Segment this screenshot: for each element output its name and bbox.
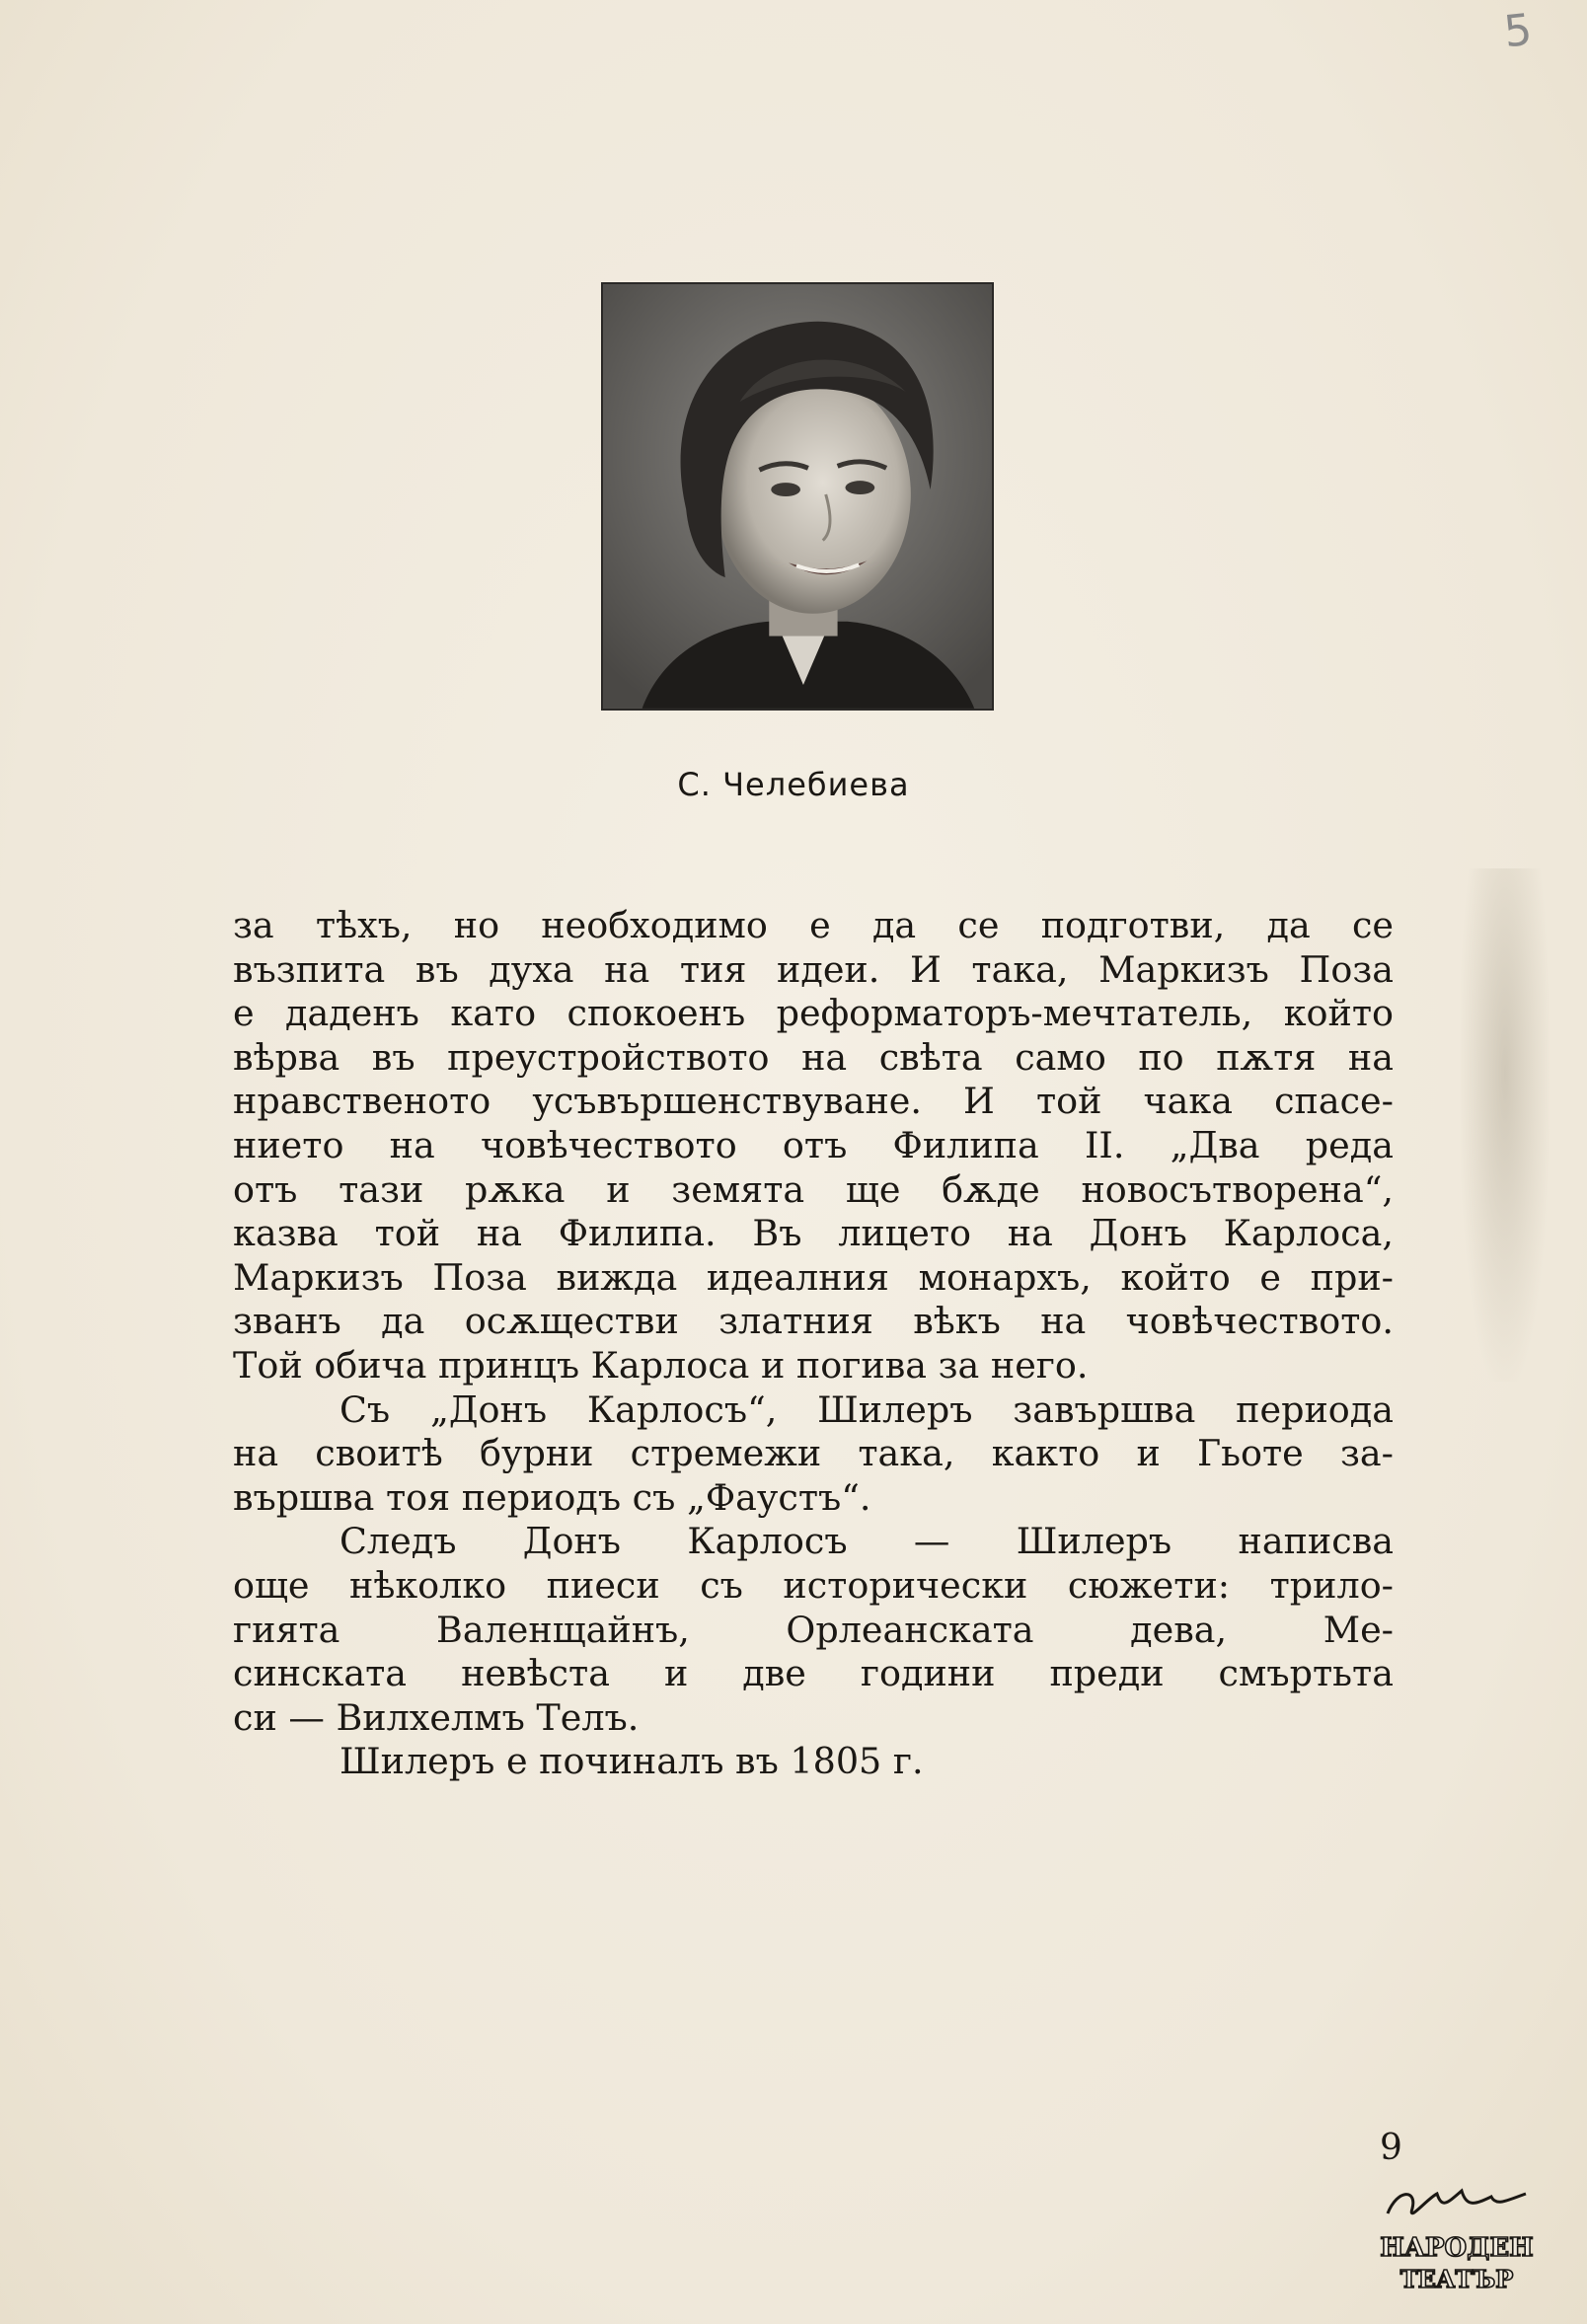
- text-line: си — Вилхелмъ Телъ.: [233, 1695, 640, 1739]
- text-line: гията Валенщайнъ, Орлеанската дева, Ме-: [233, 1608, 1394, 1651]
- text-line: казва той на Филипа. Въ лицето на Донъ Карлоса,: [233, 1212, 1394, 1255]
- text-line: синската невѣста и две години преди смъртьта: [233, 1652, 1394, 1695]
- text-line: вършва тоя периодъ съ „Фаустъ“.: [233, 1475, 871, 1519]
- corner-page-mark: 5: [1501, 4, 1535, 58]
- text-line: отъ тази рѫка и земята ще бѫде новосътворена“,: [233, 1167, 1394, 1211]
- page-number: 9: [1380, 2128, 1402, 2168]
- portrait-photo: [601, 282, 994, 711]
- text-line: още нѣколко пиеси съ исторически сюжети: трило-: [233, 1563, 1394, 1607]
- text-line: възпита въ духа на тия идеи. И така, Маркизъ Поза: [233, 947, 1394, 991]
- text-line: вѣрва въ преустройството на свѣта само по пѫтя на: [233, 1035, 1394, 1079]
- text-line: Маркизъ Поза вижда идеалния монархъ, който е при-: [233, 1255, 1394, 1299]
- text-line: Той обича принцъ Карлоса и погива за него.: [233, 1343, 1089, 1387]
- text-line: Шилеръ е починалъ въ 1805 г.: [340, 1740, 924, 1783]
- text-line: е даденъ като спокоенъ реформаторъ-мечтатель, който: [233, 992, 1394, 1035]
- portrait-illustration: [603, 284, 992, 709]
- text-line: нието на човѣчеството отъ Филипа II. „Два реда: [233, 1123, 1394, 1166]
- text-line: на своитѣ бурни стремежи така, както и Гьоте за-: [233, 1432, 1394, 1475]
- stamp-signature-icon: [1388, 2191, 1526, 2213]
- photo-caption: С. Челебиева: [677, 766, 910, 803]
- text-line: званъ да осѫществи златния вѣкъ на човѣчеството.: [233, 1300, 1394, 1343]
- body-text: [233, 904, 1394, 1784]
- text-line: за тѣхъ, но необходимо е да се подготви, да се: [233, 904, 1394, 946]
- text-line: Съ „Донъ Карлосъ“, Шилеръ завършва периода: [340, 1387, 1394, 1431]
- national-theatre-stamp: [1368, 2179, 1546, 2297]
- paper-stain: [1461, 868, 1549, 1382]
- stamp-line-1: НАРОДЕН: [1380, 2233, 1534, 2263]
- stamp-line-2: ТЕАТЪР: [1399, 2265, 1514, 2293]
- text-line: Следъ Донъ Карлосъ — Шилеръ написва: [340, 1520, 1394, 1563]
- text-line: нравственото усъвършенствуване. И той чака спасе-: [233, 1080, 1394, 1123]
